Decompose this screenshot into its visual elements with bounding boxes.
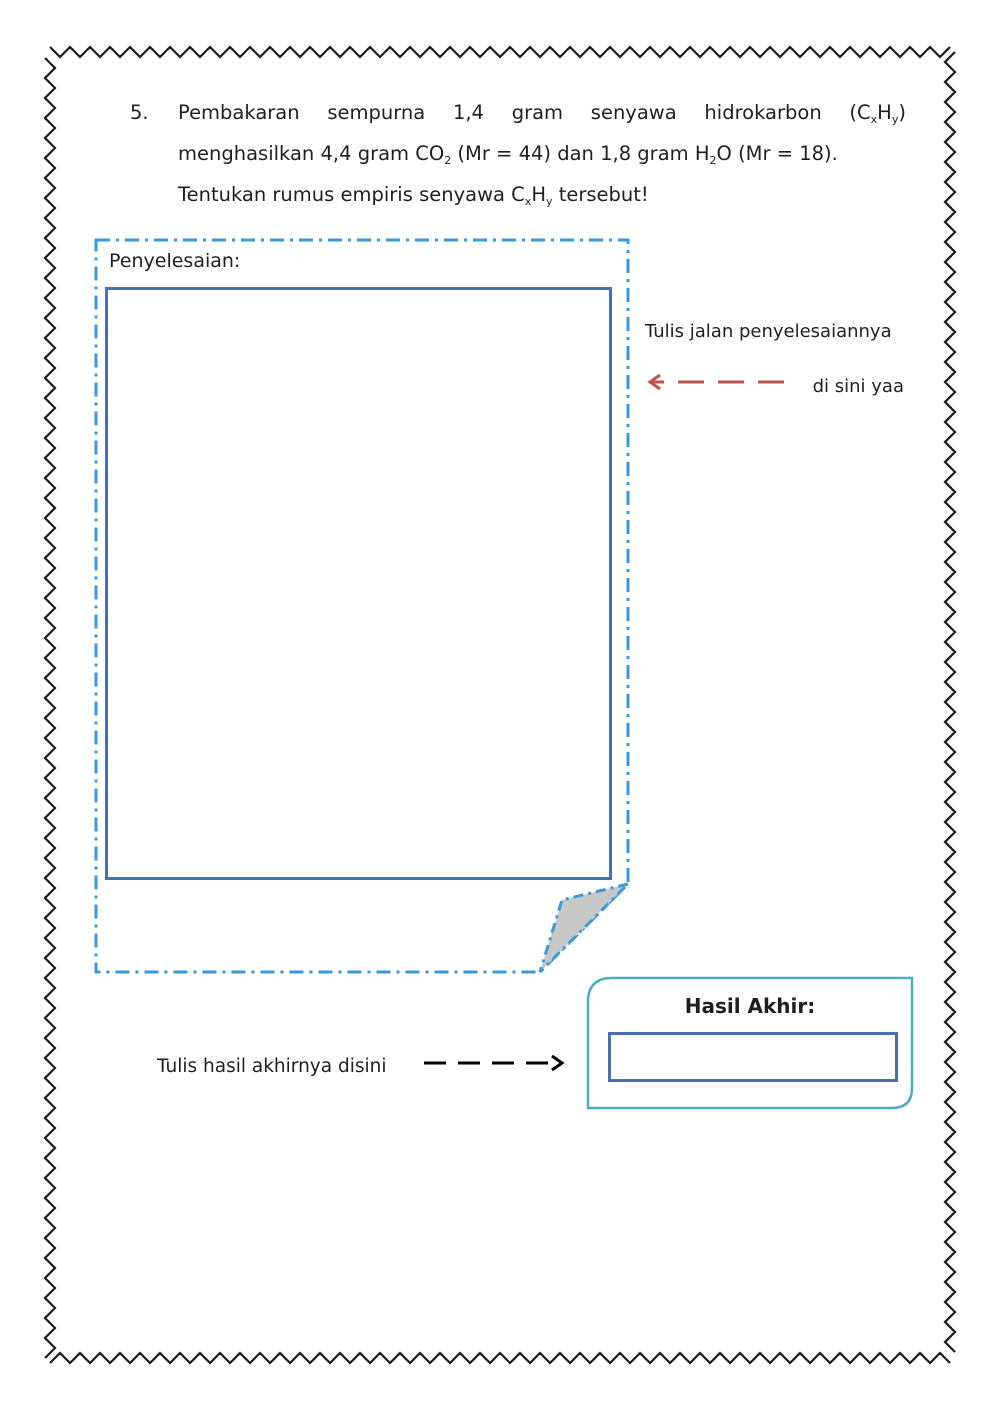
question-number: 5. <box>130 101 149 124</box>
question-word: hidrokarbon <box>704 101 822 124</box>
question-line-2: menghasilkan 4,4 gram $CO_2$ (Mr = 44) dan 1,8 gram $H_2O$ (Mr = 18). <box>178 142 838 167</box>
question-word: 1,4 <box>452 101 484 124</box>
question-line-3: Tentukan rumus empiris senyawa $C_xH_y$ tersebut! <box>178 183 649 208</box>
result-title: Hasil Akhir: <box>684 994 816 1018</box>
question-line-1 <box>178 92 906 133</box>
question-word: Pembakaran <box>178 101 300 124</box>
result-answer-field[interactable] <box>608 1032 898 1082</box>
arrow-left-icon <box>650 375 784 389</box>
question-word: senyawa <box>590 101 677 124</box>
question-word: sempurna <box>327 101 426 124</box>
work-answer-area[interactable] <box>105 287 612 880</box>
result-hint: Tulis hasil akhirnya disini <box>157 1056 387 1077</box>
work-hint-line-2: di sini yaa <box>812 376 904 397</box>
hydrocarbon-formula: $(C_xH_y)$ <box>849 101 906 126</box>
folded-corner <box>540 884 628 972</box>
question-word: gram <box>511 101 564 124</box>
work-hint-line-1: Tulis jalan penyelesaiannya <box>645 321 892 342</box>
work-label: Penyelesaian: <box>109 250 241 272</box>
arrow-right-icon <box>424 1056 562 1070</box>
